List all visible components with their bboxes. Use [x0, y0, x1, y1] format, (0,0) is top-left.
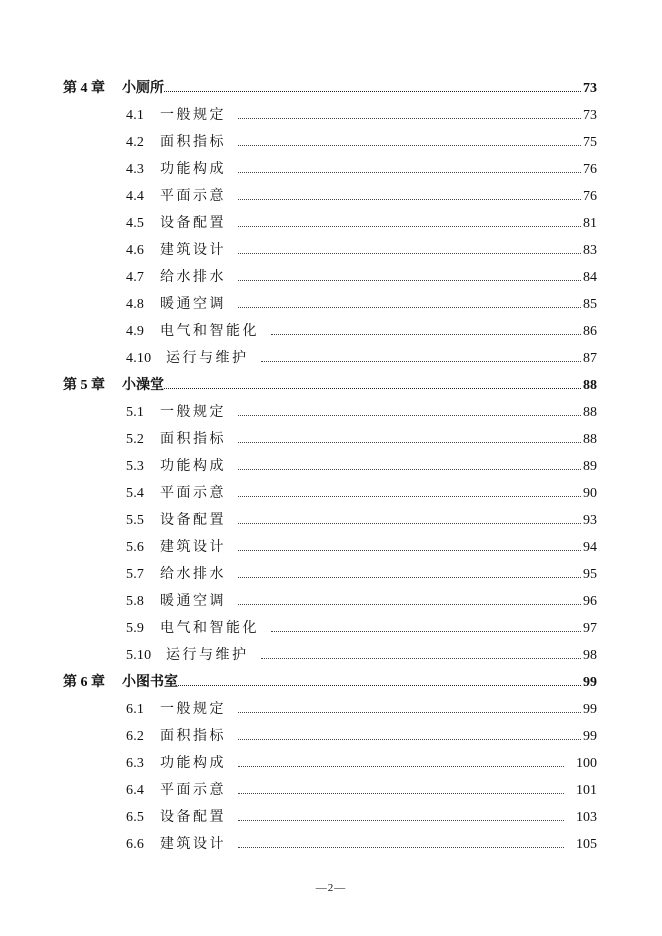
- dot-leader: [178, 684, 581, 686]
- dot-leader: [238, 738, 581, 740]
- section-number: 4.4: [126, 188, 145, 204]
- section-number: 6.2: [126, 728, 145, 744]
- section-title: 平面示意: [160, 188, 226, 204]
- section-page: 105: [576, 836, 597, 852]
- section-number: 5.5: [126, 512, 145, 528]
- dot-leader: [238, 414, 581, 416]
- section-title: 一般规定: [160, 701, 226, 717]
- section-page: 96: [583, 593, 597, 609]
- section-page: 99: [583, 701, 597, 717]
- section-number: 6.5: [126, 809, 145, 825]
- chapter-label: 第 5 章: [63, 377, 105, 393]
- section-title: 给水排水: [160, 566, 226, 582]
- section-page: 89: [583, 458, 597, 474]
- toc-chapter-row[interactable]: [0, 669, 662, 696]
- chapter-title: 小澡堂: [122, 377, 164, 393]
- section-title: 功能构成: [160, 161, 226, 177]
- section-page: 103: [576, 809, 597, 825]
- section-number: 5.1: [126, 404, 145, 420]
- dot-leader: [238, 198, 581, 200]
- section-title: 面积指标: [160, 431, 226, 447]
- section-title: 平面示意: [160, 782, 226, 798]
- section-page: 85: [583, 296, 597, 312]
- section-number: 5.8: [126, 593, 145, 609]
- toc-section-row[interactable]: [0, 480, 662, 507]
- section-page: 94: [583, 539, 597, 555]
- toc-section-row[interactable]: [0, 507, 662, 534]
- dot-leader: [238, 711, 581, 713]
- toc-section-row[interactable]: [0, 453, 662, 480]
- dot-leader: [261, 657, 582, 659]
- toc-section-row[interactable]: [0, 237, 662, 264]
- section-number: 4.3: [126, 161, 145, 177]
- dot-leader: [238, 765, 564, 767]
- section-title: 电气和智能化: [160, 620, 259, 636]
- section-page: 73: [583, 107, 597, 123]
- section-title: 平面示意: [160, 485, 226, 501]
- section-title: 运行与维护: [166, 350, 249, 366]
- section-number: 5.3: [126, 458, 145, 474]
- section-title: 功能构成: [160, 458, 226, 474]
- section-title: 一般规定: [160, 107, 226, 123]
- dot-leader: [238, 117, 581, 119]
- table-of-contents: [0, 75, 662, 858]
- section-title: 功能构成: [160, 755, 226, 771]
- section-page: 93: [583, 512, 597, 528]
- section-number: 4.10: [126, 350, 152, 366]
- section-page: 95: [583, 566, 597, 582]
- dot-leader: [238, 306, 581, 308]
- chapter-page: 73: [583, 80, 597, 96]
- section-page: 83: [583, 242, 597, 258]
- dot-leader: [238, 225, 581, 227]
- dot-leader: [238, 792, 564, 794]
- section-title: 建筑设计: [160, 539, 226, 555]
- section-title: 一般规定: [160, 404, 226, 420]
- toc-section-row[interactable]: [0, 642, 662, 669]
- dot-leader: [238, 819, 564, 821]
- dot-leader: [238, 468, 581, 470]
- dot-leader: [164, 90, 581, 92]
- section-number: 6.4: [126, 782, 145, 798]
- section-title: 给水排水: [160, 269, 226, 285]
- section-number: 5.10: [126, 647, 152, 663]
- toc-section-row[interactable]: [0, 426, 662, 453]
- section-page: 88: [583, 404, 597, 420]
- dot-leader: [238, 522, 581, 524]
- section-title: 设备配置: [160, 809, 226, 825]
- section-number: 4.8: [126, 296, 145, 312]
- dot-leader: [238, 549, 581, 551]
- section-page: 90: [583, 485, 597, 501]
- dot-leader: [261, 360, 582, 362]
- section-number: 5.7: [126, 566, 145, 582]
- toc-section-row[interactable]: [0, 534, 662, 561]
- section-page: 76: [583, 161, 597, 177]
- toc-section-row[interactable]: [0, 399, 662, 426]
- toc-section-row[interactable]: [0, 777, 662, 804]
- section-title: 暖通空调: [160, 296, 226, 312]
- section-title: 设备配置: [160, 512, 226, 528]
- dot-leader: [238, 846, 564, 848]
- section-number: 6.1: [126, 701, 145, 717]
- toc-section-row[interactable]: [0, 345, 662, 372]
- section-page: 81: [583, 215, 597, 231]
- section-page: 86: [583, 323, 597, 339]
- section-number: 6.3: [126, 755, 145, 771]
- section-number: 6.6: [126, 836, 145, 852]
- dot-leader: [238, 576, 581, 578]
- dot-leader: [238, 441, 581, 443]
- toc-section-row[interactable]: [0, 615, 662, 642]
- section-title: 建筑设计: [160, 242, 226, 258]
- chapter-label: 第 4 章: [63, 80, 105, 96]
- section-page: 88: [583, 431, 597, 447]
- chapter-title: 小图书室: [122, 674, 178, 690]
- chapter-page: 99: [583, 674, 597, 690]
- dot-leader: [271, 333, 581, 335]
- toc-section-row[interactable]: [0, 696, 662, 723]
- toc-section-row[interactable]: [0, 264, 662, 291]
- chapter-page: 88: [583, 377, 597, 393]
- section-page: 84: [583, 269, 597, 285]
- section-number: 5.6: [126, 539, 145, 555]
- section-number: 5.9: [126, 620, 145, 636]
- section-number: 4.6: [126, 242, 145, 258]
- chapter-label: 第 6 章: [63, 674, 105, 690]
- toc-section-row[interactable]: [0, 129, 662, 156]
- section-number: 4.2: [126, 134, 145, 150]
- section-page: 101: [576, 782, 597, 798]
- toc-section-row[interactable]: [0, 561, 662, 588]
- dot-leader: [238, 279, 581, 281]
- section-number: 4.9: [126, 323, 145, 339]
- toc-section-row[interactable]: [0, 156, 662, 183]
- toc-section-row[interactable]: [0, 804, 662, 831]
- dot-leader: [238, 252, 581, 254]
- section-title: 面积指标: [160, 134, 226, 150]
- dot-leader: [238, 495, 581, 497]
- section-number: 4.7: [126, 269, 145, 285]
- toc-section-row[interactable]: [0, 291, 662, 318]
- section-title: 运行与维护: [166, 647, 249, 663]
- toc-chapter-row[interactable]: [0, 372, 662, 399]
- section-page: 75: [583, 134, 597, 150]
- section-page: 97: [583, 620, 597, 636]
- dot-leader: [238, 603, 581, 605]
- section-page: 100: [576, 755, 597, 771]
- dot-leader: [238, 171, 581, 173]
- section-number: 4.1: [126, 107, 145, 123]
- section-page: 99: [583, 728, 597, 744]
- toc-section-row[interactable]: [0, 102, 662, 129]
- toc-section-row[interactable]: [0, 183, 662, 210]
- section-title: 设备配置: [160, 215, 226, 231]
- section-number: 4.5: [126, 215, 145, 231]
- toc-section-row[interactable]: [0, 210, 662, 237]
- toc-chapter-row[interactable]: [0, 75, 662, 102]
- section-page: 76: [583, 188, 597, 204]
- toc-section-row[interactable]: [0, 750, 662, 777]
- toc-section-row[interactable]: [0, 831, 662, 858]
- section-title: 暖通空调: [160, 593, 226, 609]
- dot-leader: [271, 630, 581, 632]
- section-title: 建筑设计: [160, 836, 226, 852]
- dot-leader: [164, 387, 581, 389]
- dot-leader: [238, 144, 581, 146]
- section-number: 5.2: [126, 431, 145, 447]
- section-title: 面积指标: [160, 728, 226, 744]
- page-number: —2—: [315, 882, 347, 894]
- section-title: 电气和智能化: [160, 323, 259, 339]
- toc-section-row[interactable]: [0, 318, 662, 345]
- toc-section-row[interactable]: [0, 588, 662, 615]
- toc-section-row[interactable]: [0, 723, 662, 750]
- section-number: 5.4: [126, 485, 145, 501]
- section-page: 87: [583, 350, 597, 366]
- chapter-title: 小厕所: [122, 80, 164, 96]
- section-page: 98: [583, 647, 597, 663]
